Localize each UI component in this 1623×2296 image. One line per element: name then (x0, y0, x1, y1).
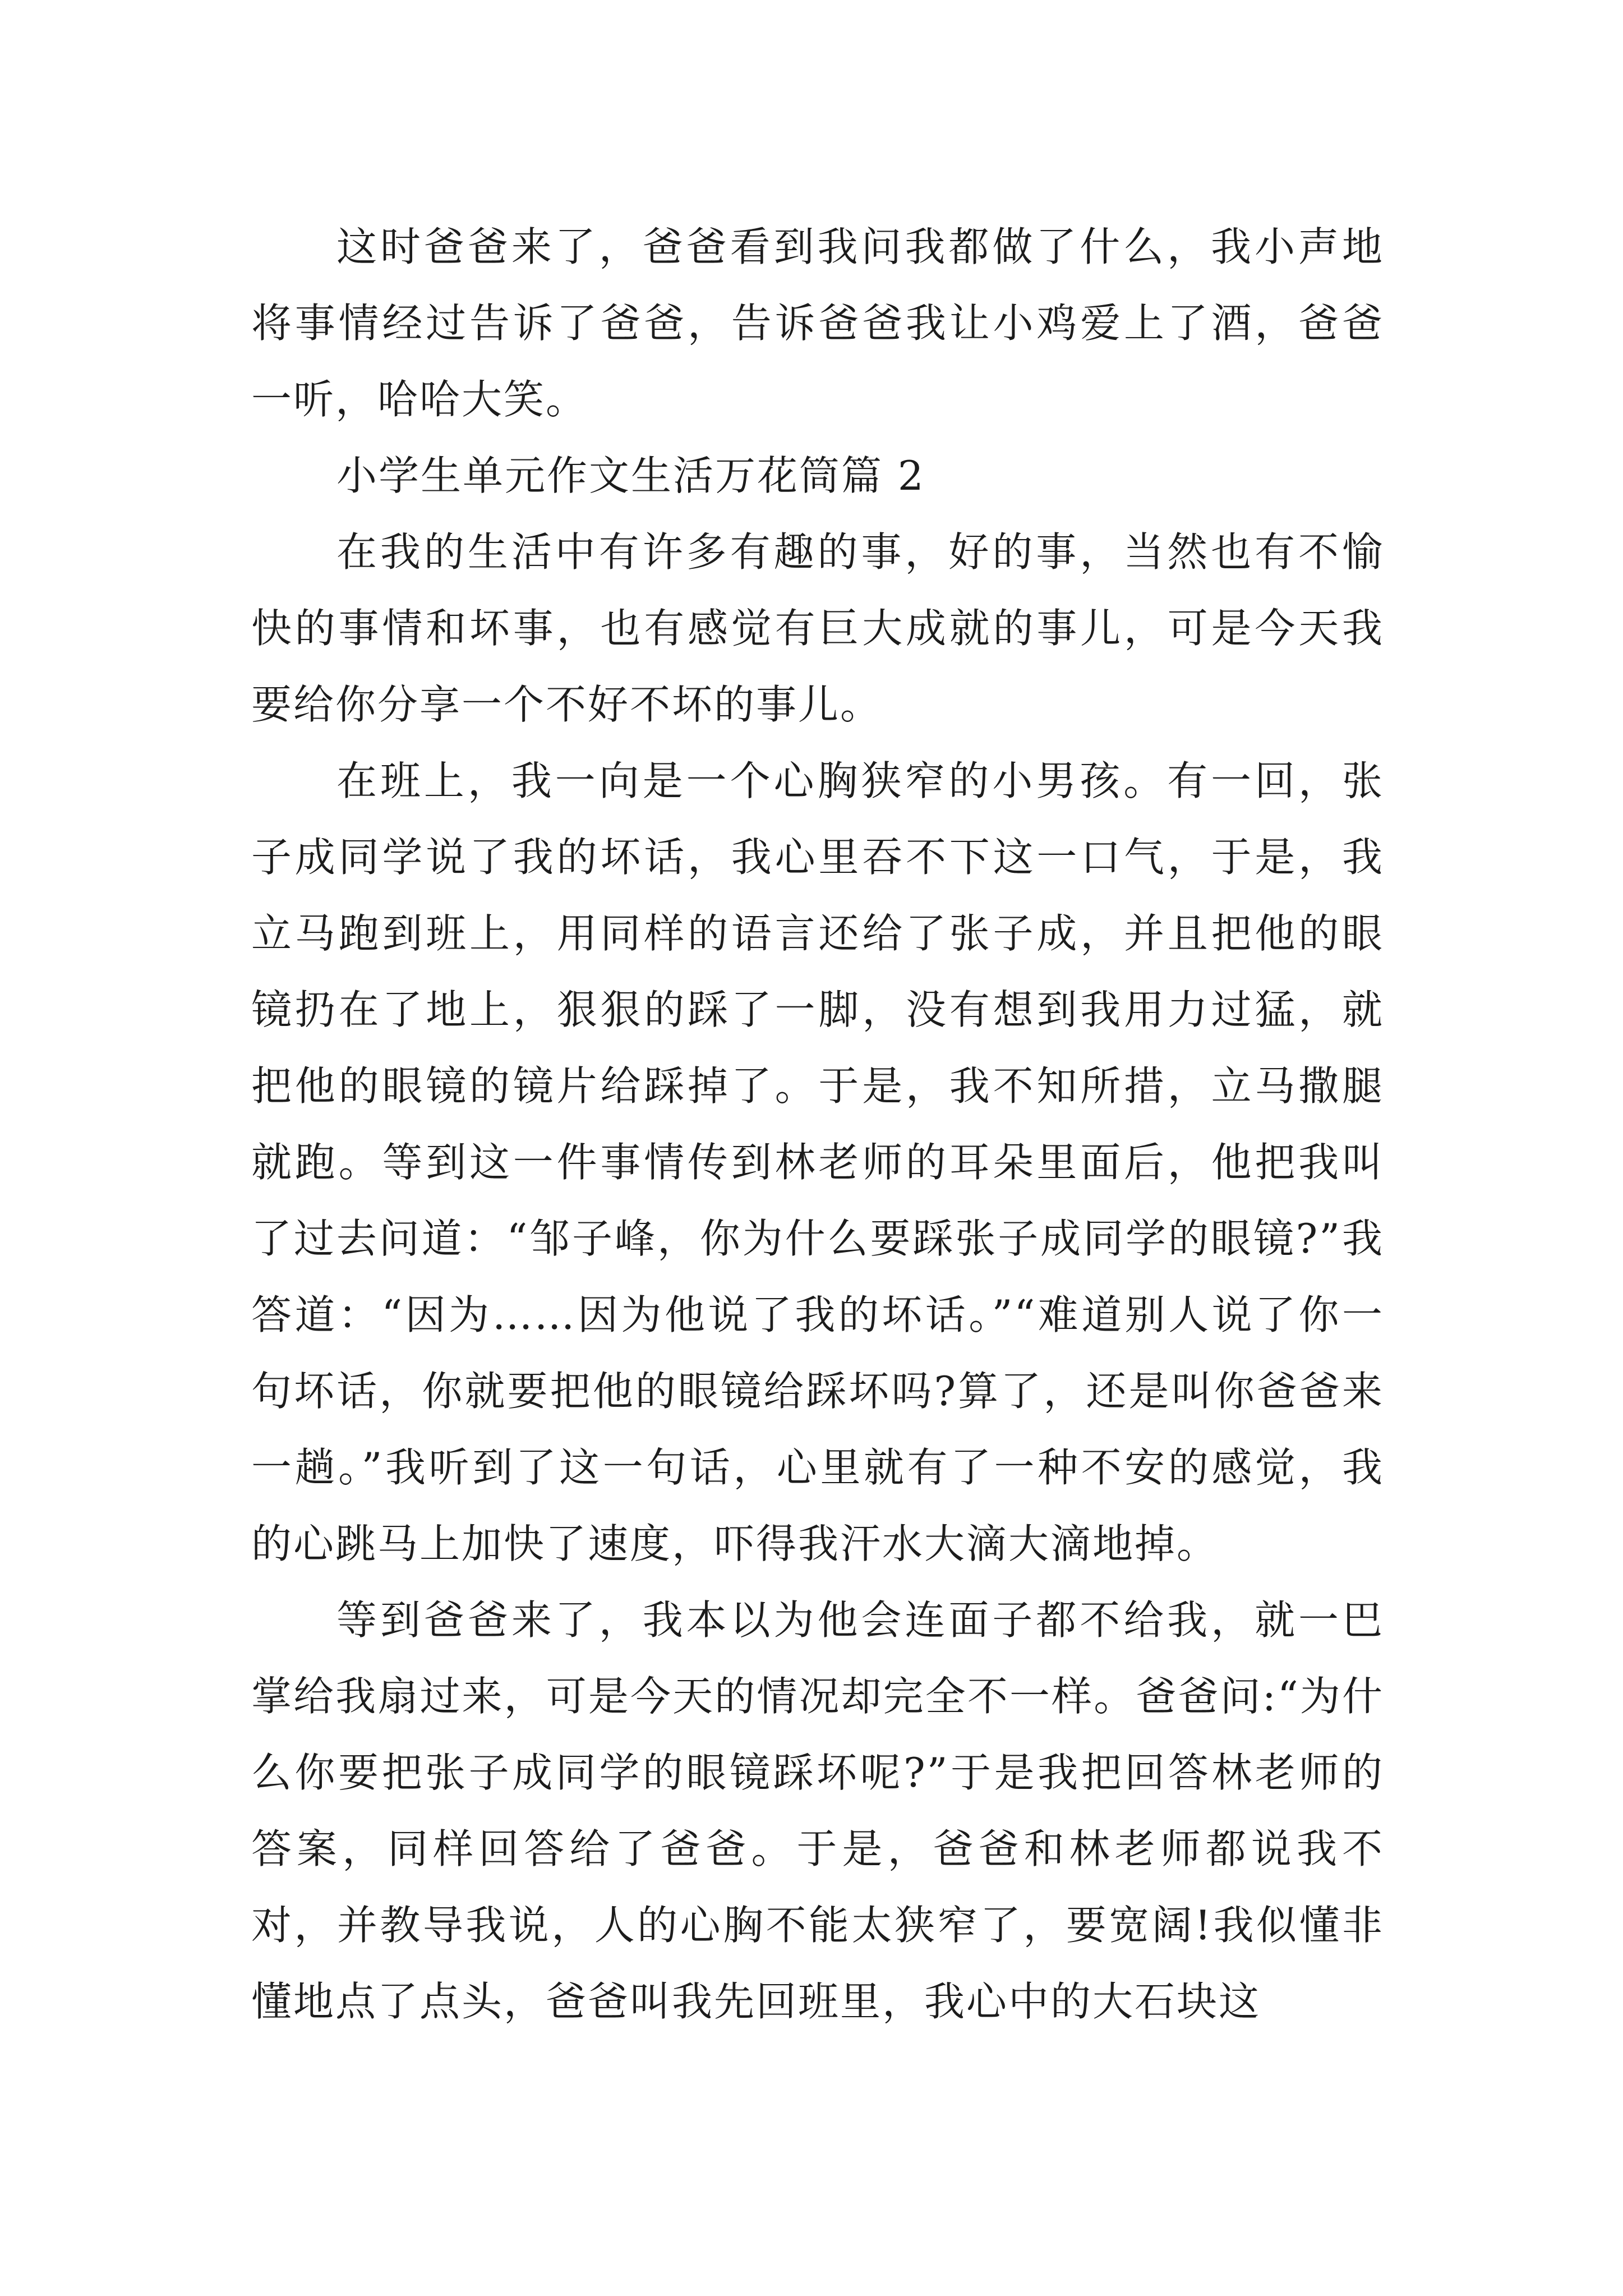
paragraph-dad-arrives: 这时爸爸来了，爸爸看到我问我都做了什么，我小声地将事情经过告诉了爸爸，告诉爸爸我让小鸡爱上了酒，爸爸一听，哈哈大笑。 (251, 223, 1384, 423)
document-body (251, 209, 1384, 2040)
paragraph-dad-talk: 等到爸爸来了，我本以为他会连面子都不给我，就一巴掌给我扇过来，可是今天的情况却完全不一样。爸爸问:“为什么你要把张子成同学的眼镜踩坏呢?”于是我把回答林老师的答案，同样回答给了爸爸。于是，爸爸和林老师都说我不对，并教导我说，人的心胸不能太狭窄了，要宽阔!我似懂非懂地点了点头，爸爸叫我先回班里，我心中的大石块这 (251, 1596, 1384, 2025)
paragraph-classroom-incident: 在班上，我一向是一个心胸狭窄的小男孩。有一回，张子成同学说了我的坏话，我心里吞不下这一口气，于是，我立马跑到班上，用同样的语言还给了张子成，并且把他的眼镜扔在了地上，狠狠的踩了一脚，没有想到我用力过猛，就把他的眼镜的镜片给踩掉了。于是，我不知所措，立马撒腿就跑。等到这一件事情传到林老师的耳朵里面后，他把我叫了过去问道：“邹子峰，你为什么要踩张子成同学的眼镜?”我答道：“因为……因为他说了我的坏话。”“难道别人说了你一句坏话，你就要把他的眼镜给踩坏吗?算了，还是叫你爸爸来一趟。”我听到了这一句话，心里就有了一种不安的感觉，我的心跳马上加快了速度，吓得我汗水大滴大滴地掉。 (251, 757, 1384, 1567)
section-heading: 小学生单元作文生活万花筒篇 2 (336, 452, 925, 499)
paragraph-intro: 在我的生活中有许多有趣的事，好的事，当然也有不愉快的事情和坏事，也有感觉有巨大成就的事儿，可是今天我要给你分享一个不好不坏的事儿。 (251, 528, 1384, 728)
